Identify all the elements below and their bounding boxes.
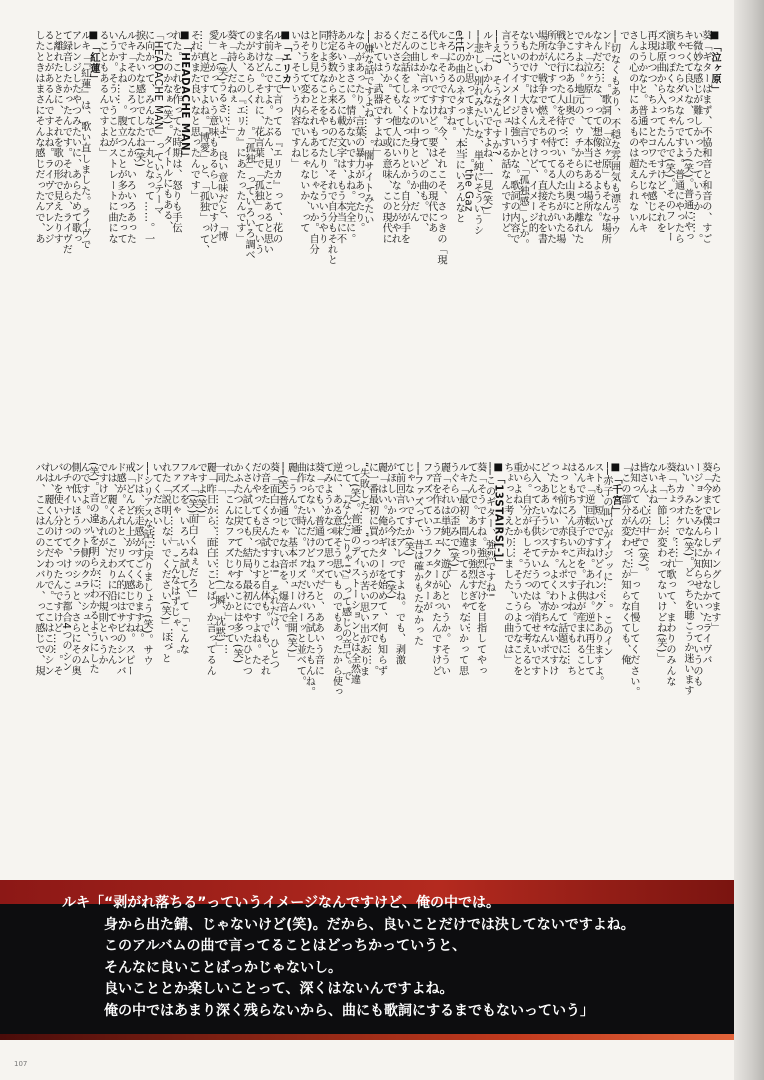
interview-column: くださなくても、他人にいろんなことがやれ [389,30,401,244]
pull-quote-line: このアルバムの曲で言ってることはどっちかっていうと、 [104,938,467,954]
interview-column: 場所が、戦争で燃えちゃって。直接それを書 [535,30,547,244]
section-heading: ■「13STAIRS[-]」 [492,462,504,569]
interview-column: ルキ「わかんないですよね、一見(笑)」 [480,30,492,221]
interview-column: ルキ「ここで言ってる『エリカ』って、花の [270,30,282,244]
interview-column: ettEの曲のネタって、本当にいろんなと [453,30,465,224]
interview-column: なのがあったり、言葉の暴力があったり。 [352,30,364,234]
interview-column: ちゃったらダメなんですよ。普通にやったら [672,30,684,244]
interview-column: ──悲しい別れみたいな、単純にそういうシ [471,30,483,236]
interview-column: 麗「はい。俺がギターを始めて、何も知らず [375,462,387,676]
interview-column: のチャイナとって、けっこう都合4つのシン [60,462,72,673]
interview-column: 「HEADACHE MAN」っていうテーマ [151,30,163,216]
interview-column: て前回言ってたアレですよね。でも、剥激 [393,462,405,666]
interview-column: ルキ「『紅蓮』は、歌い直しました。ライヴで [78,30,90,250]
interview-column: とりを見てるとそれもあるんじゃないか。自分 [307,30,319,255]
interview-column: くさん試しても、結局、最初にやったひとつ [240,462,252,676]
interview-column: れた。これを作ってた時期は、怒りも手伝 [170,30,182,234]
interview-column: ──シリアスな話に戻りましょう(笑)。サウ [141,462,153,667]
interview-column: 同じようなことをやってたり、そういうやり [316,30,328,244]
pull-quote-line: 良いこととか楽しいことって、深くはないんですよね。 [104,981,454,997]
interview-column: ルキ「そうですね。今、それこそ、さっきの「現 [434,30,446,266]
interview-bottom-tier [30,462,722,864]
interview-column: 葵「ギターはまず、不協和音と和音の、すご [699,30,711,244]
interview-column: しようかなと。普通にやったんじゃ、ルキ [635,30,647,234]
interview-column: 麗「それは単純に、遊び心というか。そうい [438,462,450,676]
interview-column: ところにある山奥で……。その山奥にある、 [562,30,574,244]
pull-quote-text: 「“剥がれ落ちる”っていうイメージなんですけど、俺の中では。 [90,895,500,911]
interview-column: バルを使い分けてやったんですけど……。そ [51,462,63,676]
interview-column: はならないんだけどね。いろいろ試したもんね。 [303,462,315,698]
interview-column: いうか。そういうことがストレートに曲にな [106,30,118,244]
pull-quote-speaker: ルキ [62,895,90,911]
interview-column: 愛」とかっていう意味もあるらしいですけど [206,30,218,244]
interview-column: ルは、麗くんのこだわりに沿ってやったん [105,462,117,666]
interview-column: 側の低いほうのクラッシュと、さらにその奥 [69,462,81,676]
interview-column: ど、ああいうシステムって。赤ちゃんポスト [537,462,549,676]
section-heading: ■「泣ヶ原」 [709,30,720,95]
interview-column: ルキ「(笑)うるさいよ! 良い意味だと、「博 [215,30,227,242]
interview-column: さんの心の中にあるものは超えられないん [626,30,638,234]
interview-column: ルキ「そのころってなんか、いろいろあった [124,30,136,244]
interview-column: うぐらいの歪みで(笑)」 [447,462,459,578]
interview-column: (笑)。音の違いを明らかにわかるようにした [87,462,99,675]
interview-column: れは、麗くんのこだわりで。ここはこのシン [42,462,53,676]
interview-column: って、『なんだこりゃ!?』って感じの音で。で [339,462,351,682]
pull-quote-line: 身から出た錆、じゃないけど(笑)。だから、良いことだけでは決してないですよね。 [104,916,635,933]
interview-column: がほしいから今ほ、って(笑) [384,462,396,600]
interview-column: 葵「そうですね。強烈さだけを目指してやっ [474,462,486,676]
interview-column: ちょっと考えたりしました、この曲では」 [501,462,513,666]
interview-column: ることもあるんですよね」 [96,30,108,159]
interview-column: ──嫌な話ですよね……。闇サイトみたい [361,30,373,226]
interview-column: 重いよね、とか……。そういうようなことを [510,462,522,676]
interview-column: 言うと、インタビューする話なんですけど。 [498,30,510,244]
interview-column: ルキ「逆回転ですね。あれは。逆に再生して [582,462,594,676]
interview-column: ファズじゃ……」。こんなはずじゃ……。 [168,462,180,661]
interview-column: で [617,30,629,41]
interview-column: ね、カラオケで……」 [672,462,684,569]
interview-column: じゃないですか(笑) [402,462,414,557]
interview-column: てたんで。あんまり強烈すぎて…… [465,462,477,634]
interview-column: れた「説明しないでください(笑)」ほっと [159,462,171,664]
interview-column: ることがあるんですよね。ライヴでアレンジ [42,30,54,244]
interview-column: は、もちろん良いことですよね。でも……ち [564,462,576,676]
interview-column: から。自分がもしそうだったらって考えると [519,462,531,676]
page-number: 107 [14,1060,28,1068]
interview-column: と離れたときに、それを歌の形で見えたりす [51,30,63,244]
interview-column: 戦争に行った人を待っている人たちがいた場 [553,30,565,244]
interview-column: るというか。それって或る意味、この現代に [380,30,392,244]
interview-column: キモくて良いな、っていう(笑)。普通にやっ [681,30,693,243]
interview-column: バル、ここはこのシンバル、って感じで、規 [33,462,44,676]
pull-quote [62,893,702,1022]
interview-column: 特定多数から来るものだし。それで自分もそれと [325,30,337,266]
interview-column: ょっと前に、赤ちゃんポストって話題にな [555,462,567,666]
interview-column: 逆に、ある意味そう思いものでもあったから使っ [330,462,342,698]
interview-column: ──このギター、強烈ですね! [483,462,495,598]
interview-column: ──ファズって、昔は確かもたなかった [411,462,423,647]
interview-column: して(笑)。普通のディストーションとは全然違 [348,462,360,685]
interview-column: ですよね。地元の、ウチからちょっと離れた [571,30,583,244]
interview-column: 葵「今まで僕らしか知らなかったライヴバ [699,462,711,666]
interview-column: だん会話をしなくなったりとか。自分が手を [398,30,410,244]
interview-column: ージョンをみんなに知らせたい、っていうのも [690,462,702,687]
interview-column: に入ってた子供っていうのは、消せないです [528,462,540,676]
interview-body [30,30,722,866]
pull-quote-line: そんなに良いことばっかじゃないし。 [104,959,342,976]
interview-column: 皆さん、心の中で(笑)。 [636,462,648,578]
interview-column: んですよ。ハット側のクラッシュと、タム [78,462,90,666]
section-heading: ■「HEADACHE MAN」 [179,30,191,162]
interview-column: 葵「でも、普通のファズだと、ああいう音に [312,462,324,676]
pull-quote-line [62,893,702,915]
interview-column: ったじゃないですか。よくわかんないですけ [546,462,558,676]
interview-column: ──切なくもあり、不穏な雰囲気も漂うサウ [608,30,620,236]
interview-column: 「この部分が変わったか知らなくても、俺 [618,462,630,666]
banner-orange-stripe [0,1034,734,1040]
pull-quote-line: 俺の中ではあまり深く残らないから、曲にも歌詞にするまでもないっていう」 [104,1002,594,1019]
interview-column: 代じゃないですけど。要は、この現代にあ [425,30,437,234]
interview-column: ルキ「泣ヶ原」って、本当にある場所なん [581,30,593,234]
interview-column: いてください…… [150,462,162,548]
interview-column: はそうして変わらないんじゃないか、って [297,30,309,234]
interview-column: 曲作ってた時に。ファズだけバーッと並べて。 [294,462,306,687]
interview-column: この曲は、ネットの中身というか、だん [407,30,419,223]
interview-column: ってたのかなぁ(笑)。タイトルにもある、 [160,30,172,232]
interview-column: 戒「どんどん上がってく感じですね。スピー [123,462,135,676]
interview-column: 名前なんですよ。たぶん、見たことあると思い [261,30,273,255]
interview-column: ──え!? そうなんですか? [489,30,501,156]
interview-column: したときはまさにそんな感じだったんで、あ [33,30,44,244]
interview-column: い微妙な感じが難しかったっていうか……。 [690,30,702,244]
interview-column: なんだろうな、って想像させるような。 [590,30,602,223]
interview-column: てたら、この『エリカ』にあたったんです」 [233,30,245,244]
interview-column: るこしか言ってないって、どの曲も。で、 [416,30,428,234]
interview-column: に一番最初に買ったのがそのファズで……。 [366,462,378,676]
interview-column: ーンかと思ってました……。the Gaz [462,30,474,213]
interview-column: かふたつに戻ってたりすることは多い(笑) [231,462,243,664]
interview-column: あるいうところに載る文字は、もう本当に不 [334,30,346,244]
interview-column: アレンジしたやつみたいに、あらためて歌っ [69,30,81,244]
interview-column: 麗「うん。で、基本ボリューム全開(笑)」 [285,462,297,664]
interview-column: ですけど。あれが、え……不規則というか [96,462,108,666]
interview-column: “失敗した……”っていう苦い思い出がありま [357,462,369,677]
interview-column: 演歌っぽくなっちゃうんで(笑)。そのフレー [663,30,675,243]
interview-column: 葵「ちょっ……。それ歌って、まわりのみんな [663,462,675,687]
interview-column: ンドは、疾走感がすごくありますね。 [132,462,144,644]
interview-column: いい、みたいな(笑)。どっちを聴こうか迷います [681,462,693,696]
interview-column: 一同「……………………(一瞬、沈黙)」 [213,462,225,653]
interview-column: 葵「面白かったですね! それだけ、ひとつ [267,462,279,670]
interview-column: ファズを、いろいろ試して、て「こんな [177,462,189,655]
interview-column: て録音したかったんです。それから、ライヴだ [60,30,72,255]
interview-column: 麗「昨日から、面白いことばっか言ってるん [204,462,216,676]
interview-column: んですよね……。腹立つことが多かったって [115,30,127,244]
interview-column: いう、そういう内容ですね」 [288,30,300,170]
interview-column: いたわけではないんですけど、イメージ的 [526,30,538,234]
interview-column: 葵「詩人だねぇ……」 [224,30,236,137]
interview-column: に向かって、みんなで一丸となって……。一 [142,30,154,244]
interview-column: 再現しつつ、ちょっとコワモテな感じに [645,30,657,223]
interview-column: ……真逆ですよね。「博愛」と、「孤独」って、 [197,30,209,256]
interview-column: ですよ(笑)」 [195,462,207,525]
interview-column: ストも、短いですけどインパクトありますよ。 [591,462,603,687]
interview-column: だけやっても戻ったりするんですよね。た [249,462,261,666]
interview-column: てみようかなって思って」 [321,462,333,591]
interview-column: ド感が。それと、リズム的にはサビのシンバ [114,462,126,676]
page-spine-shadow [734,0,764,1080]
interview-column: るんです、赤子の声を。子供が産まれること [573,462,585,676]
interview-column: そういうイメージは強いかな。歌詞の内容で [508,30,520,244]
interview-column: ルキ「一節しか変わってないけどね(笑)」 [654,462,666,664]
interview-column: ルキ「(笑)面白くねぇだろ!」 [186,462,198,604]
interview-column: ルキ「まさに。情がないですよね。完全に。 [343,30,355,244]
interview-column: それがまた良いなと思ったんです」 [188,30,200,202]
interview-column: ズは原曲から入ってたんですけど、それを [654,30,666,234]
interview-column: 捩みたいな感じでしたね(笑) [133,30,145,168]
interview-column: なものです。大きく言うと、「孤独感」とか。 [517,30,529,250]
section-heading: ■「千宮」 [609,462,621,517]
interview-column: ──(笑)普通じゃない音を、爆音で。 [276,462,288,635]
interview-column: ファズっていうエフェクターが [420,462,432,612]
interview-column: は知ってるんだぜ……」って自慢してください。 [627,462,639,698]
interview-column: ──赤子の叫びがイジッに……。このイン [600,462,612,658]
interview-column: のがあるらしく……。「孤独」っていろいろ調べ [243,30,255,261]
interview-column: ンドで……。歌詞の「泣ヶ原」もそんな場所 [599,30,611,244]
interview-column: 所なんですって。その待ってる人たちがいた [544,30,556,244]
interview-column: れた「こんなファズじゃないか」って… [222,462,234,655]
section-heading: ■「紅蓮」 [87,30,99,85]
interview-column: う音を作るエフェクターがあったんですけど [429,462,441,676]
interview-column: ますけど。それに、花言葉で「孤独」っていう [252,30,264,255]
section-heading: ■「エリカ」 [279,30,291,95]
interview-column: らためてレコーディングしてます」 [709,462,720,634]
interview-column: ルキ「最初、間違ってるんじゃないかって思 [456,462,468,676]
interview-top-tier [30,30,722,432]
interview-column: ころにあるんですね。 [444,30,456,137]
interview-column: の音をたくさん試すこと自体も。でも、それ [258,462,270,676]
interview-column: おいては、武器ですよね」 [371,30,382,159]
interview-column: ないよね……」 [645,462,657,537]
